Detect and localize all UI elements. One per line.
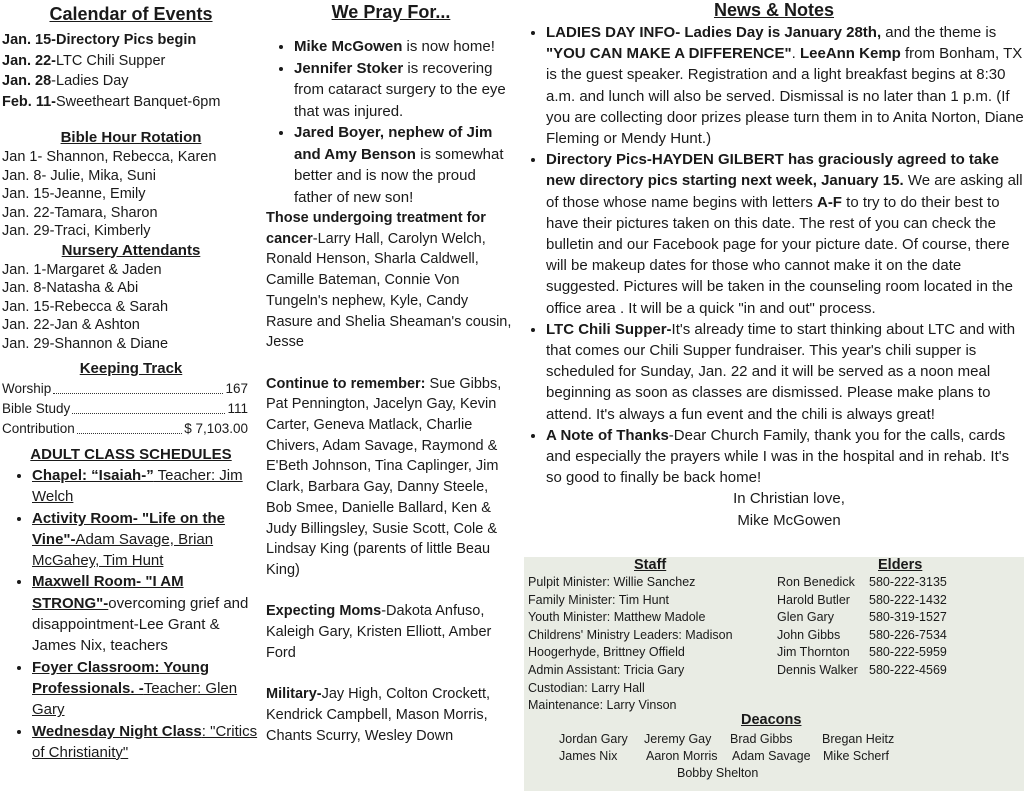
staff-row: Custodian: Larry Hall <box>528 680 645 695</box>
deacon-row <box>559 765 894 782</box>
elder-row <box>777 592 947 610</box>
calendar-list <box>2 30 260 112</box>
news-bold: A-F <box>816 193 842 211</box>
staff-row: Hoogerhyde, Brittney Offield <box>528 645 685 660</box>
deacons-title: Deacons <box>741 712 802 728</box>
deacon-name: Adam Savage <box>732 749 811 763</box>
closing-signoff: In Christian love, <box>733 490 845 508</box>
elder-name: Glen Gary <box>777 610 834 625</box>
elder-name: Harold Butler <box>777 592 850 607</box>
class-details: Adam Savage, Brian McGahey, Tim Hunt <box>32 530 214 570</box>
staff-row: Maintenance: Larry Vinson <box>528 698 677 713</box>
elder-name: Dennis Walker <box>777 662 858 677</box>
pray-item <box>294 122 516 208</box>
deacon-name: Jordan Gary <box>559 732 628 746</box>
event-text: Sweetheart Banquet-6pm <box>56 93 221 110</box>
spacer <box>266 663 516 684</box>
adult-class-item <box>32 508 260 572</box>
news-text: -Dear Church Family, thank you for the calls, cards and especially the prayers while I was in the hospital and in rehab. It's so good to finally be back home! <box>546 426 1010 487</box>
news-item <box>546 22 1024 149</box>
keeping-track-list <box>2 379 248 439</box>
class-details: Teacher: Glen Gary <box>32 679 238 719</box>
stat-label: Worship <box>2 381 52 396</box>
class-room: Foyer Classroom: Young Professionals. - <box>32 658 209 697</box>
nursery-list <box>2 261 260 354</box>
stat-value: 111 <box>227 401 248 416</box>
adult-class-list <box>2 465 260 763</box>
news-item <box>546 319 1024 425</box>
calendar-title: Calendar of Events <box>49 4 213 24</box>
left-column <box>2 0 260 763</box>
bible-hour-row: Jan. 29-Traci, Kimberly <box>2 223 151 239</box>
adult-class-item <box>32 571 260 656</box>
news-bold: LeeAnn Kemp <box>799 45 901 63</box>
news-text: . <box>791 45 800 63</box>
spacer <box>266 581 516 602</box>
pray-title: We Pray For... <box>331 2 451 22</box>
news-bold: LTC Chili Supper- <box>546 320 672 338</box>
staff-title: Staff <box>634 557 667 573</box>
deacon-name: Brad Gibbs <box>730 732 793 746</box>
deacon-row <box>559 731 894 748</box>
elder-name: Jim Thornton <box>777 645 850 660</box>
news-text: We are asking all of those whose name begins with letters <box>546 172 1023 211</box>
staff-list <box>528 574 733 715</box>
section-heading: Those undergoing treatment for cancer <box>266 210 486 247</box>
stat-label: Contribution <box>2 421 75 436</box>
section-text: Sue Gibbs, Pat Pennington, Jacelyn Gay, Kevin Carter, Geneva Matlack, Charlie Chivers, Adam Savage, Raymond & E'Beth Johnson, Tina Caplinger, Jim Clark, Barbara Gay, Danny Steele, Bob Smee, Danielle Ballard, Ken & Judy Billingsley, Susie Scott, Cole & Lindsay King (parents of little Beau King) <box>266 375 502 578</box>
cancer-section <box>266 208 516 353</box>
elder-row <box>777 644 947 662</box>
calendar-event <box>2 92 260 113</box>
elder-name: Ron Benedick <box>777 575 855 589</box>
adult-class-item <box>32 465 260 508</box>
nursery-row: Jan. 8-Natasha & Abi <box>2 280 139 296</box>
pray-name: Jennifer Stoker <box>294 59 404 77</box>
deacon-name: James Nix <box>559 749 618 763</box>
class-details: overcoming grief and disappointment-Lee Grant & James Nix, teachers <box>32 594 249 655</box>
news-bold: LADIES DAY INFO- Ladies Day is January 28th, <box>546 24 882 41</box>
pray-text: is now home! <box>402 38 495 55</box>
calendar-event <box>2 51 260 72</box>
stat-value: 167 <box>225 381 248 396</box>
class-room: Activity Room- "Life on the Vine"- <box>32 509 225 548</box>
section-text: Jay High, Colton Crockett, Kendrick Campbell, Mason Morris, Chants Scurry, Wesley Down <box>266 686 491 744</box>
elder-row <box>777 662 947 680</box>
section-heading: Continue to remember: <box>266 375 426 392</box>
staff-row: Family Minister: Tim Hunt <box>528 592 669 607</box>
military-section <box>266 684 516 746</box>
pray-item <box>294 58 516 123</box>
pray-item <box>294 36 516 58</box>
deacon-name: Bobby Shelton <box>677 766 759 780</box>
news-bold: Directory Pics-HAYDEN GILBERT has graciously agreed to take new directory pics starting next week, January 15. <box>546 151 999 190</box>
bible-hour-row: Jan. 8- Julie, Mika, Suni <box>2 167 156 184</box>
news-text: to try to do their best to have their pictures taken on this date. The rest of you can check the bulletin and our Facebook page for your picture date. Of course, there will be makeup dates for those who cannot make it on the date suggested. Pictures will be taken in the counseling room located in the office area . It will be a quick "in and out" process. <box>546 193 1013 317</box>
event-date: Jan. 22- <box>2 52 56 69</box>
elder-name: John Gibbs <box>777 627 841 642</box>
news-bold: A Note of Thanks <box>546 426 669 444</box>
dot-leader <box>72 413 225 414</box>
adult-class-item <box>32 721 260 764</box>
remember-section <box>266 374 516 581</box>
elder-phone: 580-222-3135 <box>869 575 947 589</box>
section-text: -Dakota Anfuso, Kaleigh Gary, Kristen Elliott, Amber Ford <box>266 603 492 661</box>
class-room: Maxwell Room- "I AM STRONG"- <box>32 573 184 612</box>
deacon-name: Mike Scherf <box>823 749 889 763</box>
keeping-track-row <box>2 419 248 439</box>
news-item <box>546 425 1024 489</box>
news-text: from Bonham, TX is the guest speaker. Registration and a light breakfast begins at 8:30 a.m. and lunch will also be served. Dismissal is no later than 1 p.m. (If you are collecting door prizes please turn them in to Anita Norton, Diane Fleming or Mendy Hunt.) <box>546 45 1024 148</box>
deacons-list <box>559 731 894 782</box>
class-room: Chapel: “Isaiah-” <box>32 467 154 484</box>
elders-list <box>777 574 947 680</box>
dot-leader <box>77 433 182 434</box>
elder-phone: 580-222-1432 <box>869 592 947 607</box>
middle-column <box>266 0 516 746</box>
event-date: Jan. 28 <box>2 73 52 89</box>
bible-hour-list <box>2 148 260 241</box>
pray-text: is recovering from cataract surgery to the eye that was injured. <box>294 59 506 120</box>
elder-phone: 580-222-5959 <box>869 645 947 660</box>
stat-value: $ 7,103.00 <box>184 421 248 436</box>
pray-text: is somewhat better and is now the proud father of new son! <box>294 145 504 206</box>
news-text: It's already time to start thinking about LTC and with that comes our Chili Supper fundraiser. This year's chili supper is scheduled for Sunday, Jan. 22 and it will be served as a noon meal beginning as soon as classes are dismissed. Please make plans to attend. It's always a fun event and the chili is always great! <box>546 320 1016 423</box>
nursery-row: Jan. 15-Rebecca & Sarah <box>2 298 169 315</box>
elder-row <box>777 574 947 592</box>
spacer <box>266 353 516 374</box>
bible-hour-row: Jan 1- Shannon, Rebecca, Karen <box>2 149 217 165</box>
class-details: : "Critics of Christianity" <box>32 722 258 761</box>
nursery-row: Jan. 29-Shannon & Diane <box>2 335 169 352</box>
pray-name: Mike McGowen <box>294 38 403 55</box>
news-list <box>524 22 1024 488</box>
adult-class-item <box>32 657 260 721</box>
elder-phone: 580-226-7534 <box>869 627 947 642</box>
elders-title: Elders <box>878 557 923 573</box>
bible-hour-row: Jan. 22-Tamara, Sharon <box>2 204 158 221</box>
staff-row: Youth Minister: Matthew Madole <box>528 610 706 625</box>
nursery-title: Nursery Attendants <box>61 241 201 259</box>
bible-hour-title: Bible Hour Rotation <box>60 129 202 146</box>
section-heading: Military- <box>266 686 322 703</box>
nursery-row: Jan. 1-Margaret & Jaden <box>2 261 162 278</box>
dot-leader <box>53 393 223 394</box>
elder-phone: 580-319-1527 <box>869 610 947 625</box>
bible-hour-row: Jan. 15-Jeanne, Emily <box>2 186 146 202</box>
nursery-row: Jan. 22-Jan & Ashton <box>2 317 140 333</box>
closing-signature: Mike McGowen <box>737 511 841 529</box>
calendar-event <box>2 30 260 51</box>
staff-row: Admin Assistant: Tricia Gary <box>528 662 685 677</box>
deacon-name: Bregan Heitz <box>822 732 895 746</box>
class-room: Wednesday Night Class <box>32 722 202 740</box>
pray-list <box>266 36 516 208</box>
keeping-track-row <box>2 399 248 419</box>
section-heading: Expecting Moms <box>266 603 382 620</box>
news-title: News & Notes <box>713 0 835 20</box>
section-text: -Larry Hall, Carolyn Welch, Ronald Henson, Sharla Caldwell, Camille Bateman, Connie Von Tungeln's nephew, Kyle, Candy Rasure and Shelia Sheaman's cousin, Jesse <box>266 230 512 351</box>
news-text: and the theme is <box>881 24 997 41</box>
event-date: Feb. 11- <box>2 93 56 110</box>
class-details: Teacher: Jim Welch <box>32 467 243 506</box>
staff-row: Childrens' Ministry Leaders: Madison <box>528 627 733 642</box>
event-text: Directory Pics begin <box>56 32 197 48</box>
staff-box <box>524 557 1024 791</box>
elder-phone: 580-222-4569 <box>869 662 947 677</box>
staff-row: Pulpit Minister: Willie Sanchez <box>528 575 696 589</box>
event-text: -Ladies Day <box>51 73 129 89</box>
keeping-track-title: Keeping Track <box>79 360 183 377</box>
expecting-section <box>266 601 516 663</box>
adult-classes-title: ADULT CLASS SCHEDULES <box>30 446 232 463</box>
news-item <box>546 149 1024 319</box>
stat-label: Bible Study <box>2 401 71 416</box>
news-bold: "YOU CAN MAKE A DIFFERENCE" <box>546 45 792 63</box>
deacon-row <box>559 748 894 765</box>
calendar-event <box>2 71 260 92</box>
keeping-track-row <box>2 379 248 399</box>
elder-row <box>777 627 947 645</box>
event-text: LTC Chili Supper <box>56 52 166 69</box>
right-column <box>524 0 1024 531</box>
pray-name: Jared Boyer, nephew of Jim and Amy Benson <box>294 124 493 163</box>
event-date: Jan. 15- <box>2 32 56 48</box>
deacon-name: Jeremy Gay <box>644 732 712 746</box>
deacon-name: Aaron Morris <box>646 749 718 763</box>
elder-row <box>777 609 947 627</box>
